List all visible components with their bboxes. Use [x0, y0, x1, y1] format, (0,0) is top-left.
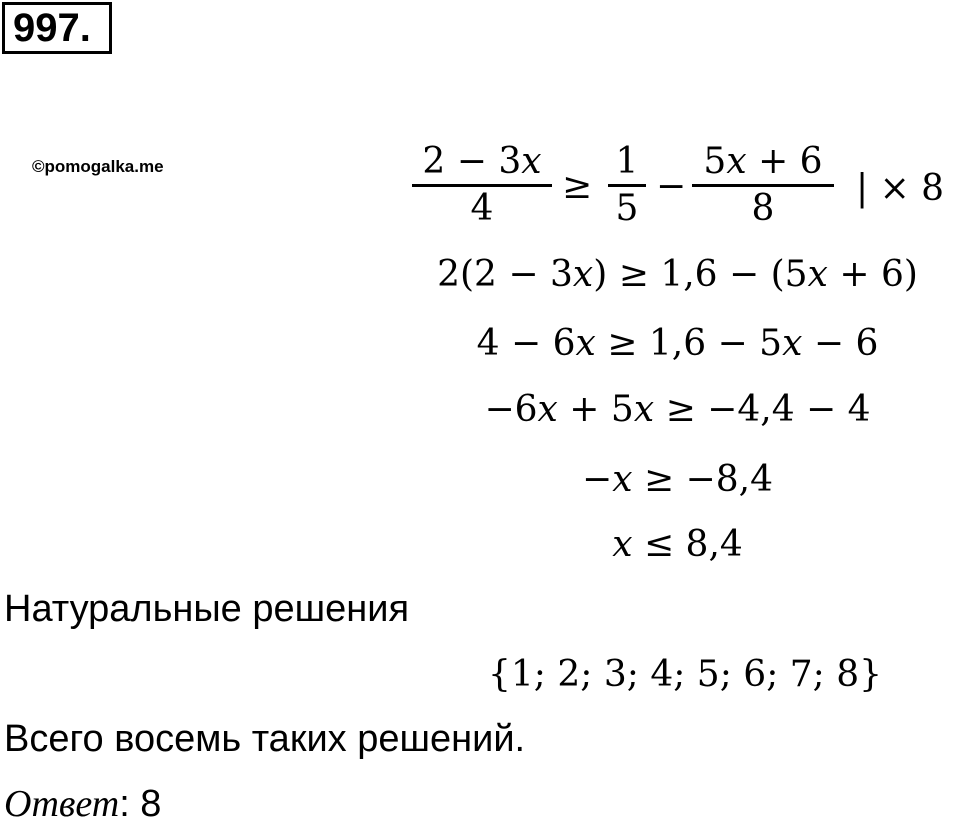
fraction-2-denominator: 5 — [615, 188, 639, 229]
answer-line — [4, 782, 161, 826]
problem-number: 997. — [2, 2, 112, 54]
answer-value: : 8 — [119, 783, 162, 825]
minus-sign: − — [656, 166, 687, 207]
fraction-3-denominator: 8 — [751, 188, 775, 229]
inequality-step-2: 2(2 − 3x) ≥ 1,6 − (5x + 6) — [437, 254, 918, 295]
fraction-1-numerator: 2 − 3x — [422, 141, 542, 182]
fraction-1-denominator: 4 — [470, 188, 494, 229]
multiplier-note: | × 8 — [856, 168, 945, 209]
fraction-3-numerator: 5x + 6 — [703, 141, 823, 182]
inequality-step-6: x ≤ 8,4 — [612, 524, 743, 565]
fraction-2-numerator: 1 — [615, 141, 639, 182]
ge-sign: ≥ — [562, 166, 593, 207]
summary-text: Всего восемь таких решений. — [4, 718, 526, 760]
inequality-step-4: −6x + 5x ≥ −4,4 − 4 — [484, 389, 871, 430]
answer-label: Ответ — [4, 783, 120, 825]
natural-solutions-label: Натуральные решения — [4, 588, 410, 630]
solution-set: {1; 2; 3; 4; 5; 6; 7; 8} — [488, 654, 883, 695]
inequality-step-3: 4 − 6x ≥ 1,6 − 5x − 6 — [476, 323, 879, 364]
fraction-2 — [608, 140, 646, 231]
fraction-3 — [692, 140, 834, 231]
fraction-1 — [412, 140, 552, 231]
watermark: ©pomogalka.me — [32, 157, 164, 176]
inequality-step-5: −x ≥ −8,4 — [582, 459, 773, 500]
